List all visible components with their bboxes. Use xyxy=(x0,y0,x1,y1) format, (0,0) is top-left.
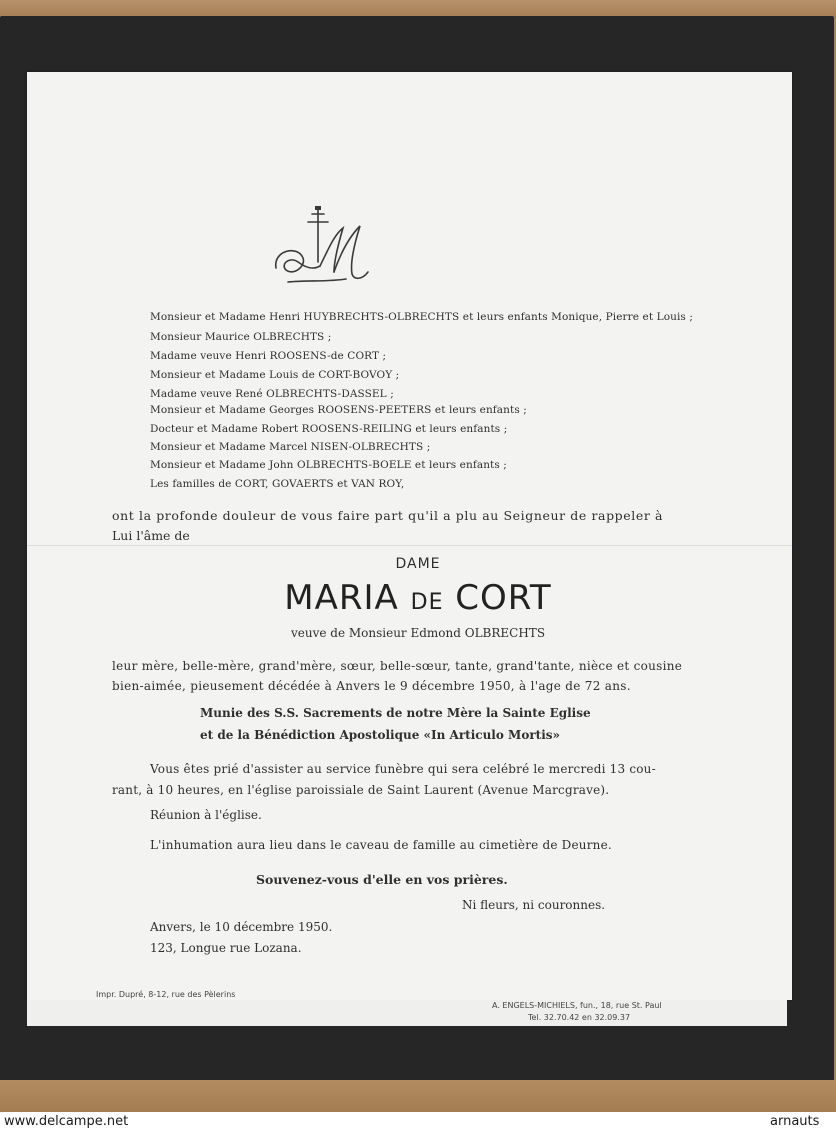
remember-line: Souvenez-vous d'elle en vos prières. xyxy=(256,872,508,887)
family-line: Docteur et Madame Robert ROOSENS-REILING et leurs enfants ; xyxy=(150,423,508,435)
widow-of: veuve de Monsieur Edmond OLBRECHTS xyxy=(290,626,546,640)
name-particle: DE xyxy=(410,590,444,615)
sacrament-line: et de la Bénédiction Apostolique «In Articulo Mortis» xyxy=(200,728,561,742)
family-line: Madame veuve Henri ROOSENS-de CORT ; xyxy=(150,350,387,362)
relation-line: leur mère, belle-mère, grand'mère, sœur, belle-sœur, tante, grand'tante, nièce et cousine xyxy=(112,659,683,673)
first-name: MARIA xyxy=(284,578,399,618)
announcement-line: ont la profonde douleur de vous faire part qu'il a plu au Seigneur de rappeler à xyxy=(112,508,664,523)
family-line: Madame veuve René OLBRECHTS-DASSEL ; xyxy=(150,388,394,400)
relation-line: bien-aimée, pieusement décédée à Anvers le 9 décembre 1950, à l'age de 72 ans. xyxy=(112,679,631,693)
sacrament-line: Munie des S.S. Sacrements de notre Mère la Sainte Eglise xyxy=(200,706,591,720)
printer-credit: Impr. Dupré, 8-12, rue des Pèlerins xyxy=(96,990,236,999)
no-flowers-line: Ni fleurs, ni couronnes. xyxy=(462,898,606,912)
monogram-cross-icon xyxy=(268,200,388,295)
service-line: rant, à 10 heures, en l'église paroissiale de Saint Laurent (Avenue Marcgrave). xyxy=(112,783,610,797)
family-line: Monsieur et Madame Marcel NISEN-OLBRECHTS ; xyxy=(150,441,431,453)
title-dame: DAME xyxy=(395,556,441,572)
family-line: Les familles de CORT, GOVAERTS et VAN ROY, xyxy=(150,478,405,490)
address: 123, Longue rue Lozana. xyxy=(150,941,302,955)
deceased-name xyxy=(0,578,836,618)
watermark-seller: arnauts xyxy=(770,1114,820,1129)
memorial-card-bottom-strip xyxy=(27,1000,787,1026)
last-name: CORT xyxy=(455,578,552,618)
family-line: Monsieur et Madame Henri HUYBRECHTS-OLBRECHTS et leurs enfants Monique, Pierre et Louis ; xyxy=(150,311,693,323)
burial-line: L'inhumation aura lieu dans le caveau de famille au cimetière de Deurne. xyxy=(150,838,612,852)
family-line: Monsieur et Madame John OLBRECHTS-BOELE et leurs enfants ; xyxy=(150,459,507,471)
announcement-line: Lui l'âme de xyxy=(112,528,190,543)
place-date: Anvers, le 10 décembre 1950. xyxy=(150,920,333,934)
family-line: Monsieur et Madame Georges ROOSENS-PEETERS et leurs enfants ; xyxy=(150,404,527,416)
family-line: Monsieur Maurice OLBRECHTS ; xyxy=(150,331,332,343)
funeral-home: A. ENGELS-MICHIELS, fun., 18, rue St. Paul xyxy=(492,1001,662,1010)
family-line: Monsieur et Madame Louis de CORT-BOVOY ; xyxy=(150,369,400,381)
watermark-site: www.delcampe.net xyxy=(4,1114,129,1129)
fold-line xyxy=(27,545,792,546)
wood-background-bottom xyxy=(0,1080,836,1112)
reunion-line: Réunion à l'église. xyxy=(150,808,262,822)
funeral-home-tel: Tel. 32.70.42 en 32.09.37 xyxy=(528,1013,631,1022)
service-line: Vous êtes prié d'assister au service funèbre qui sera celébré le mercredi 13 cou- xyxy=(150,762,656,776)
